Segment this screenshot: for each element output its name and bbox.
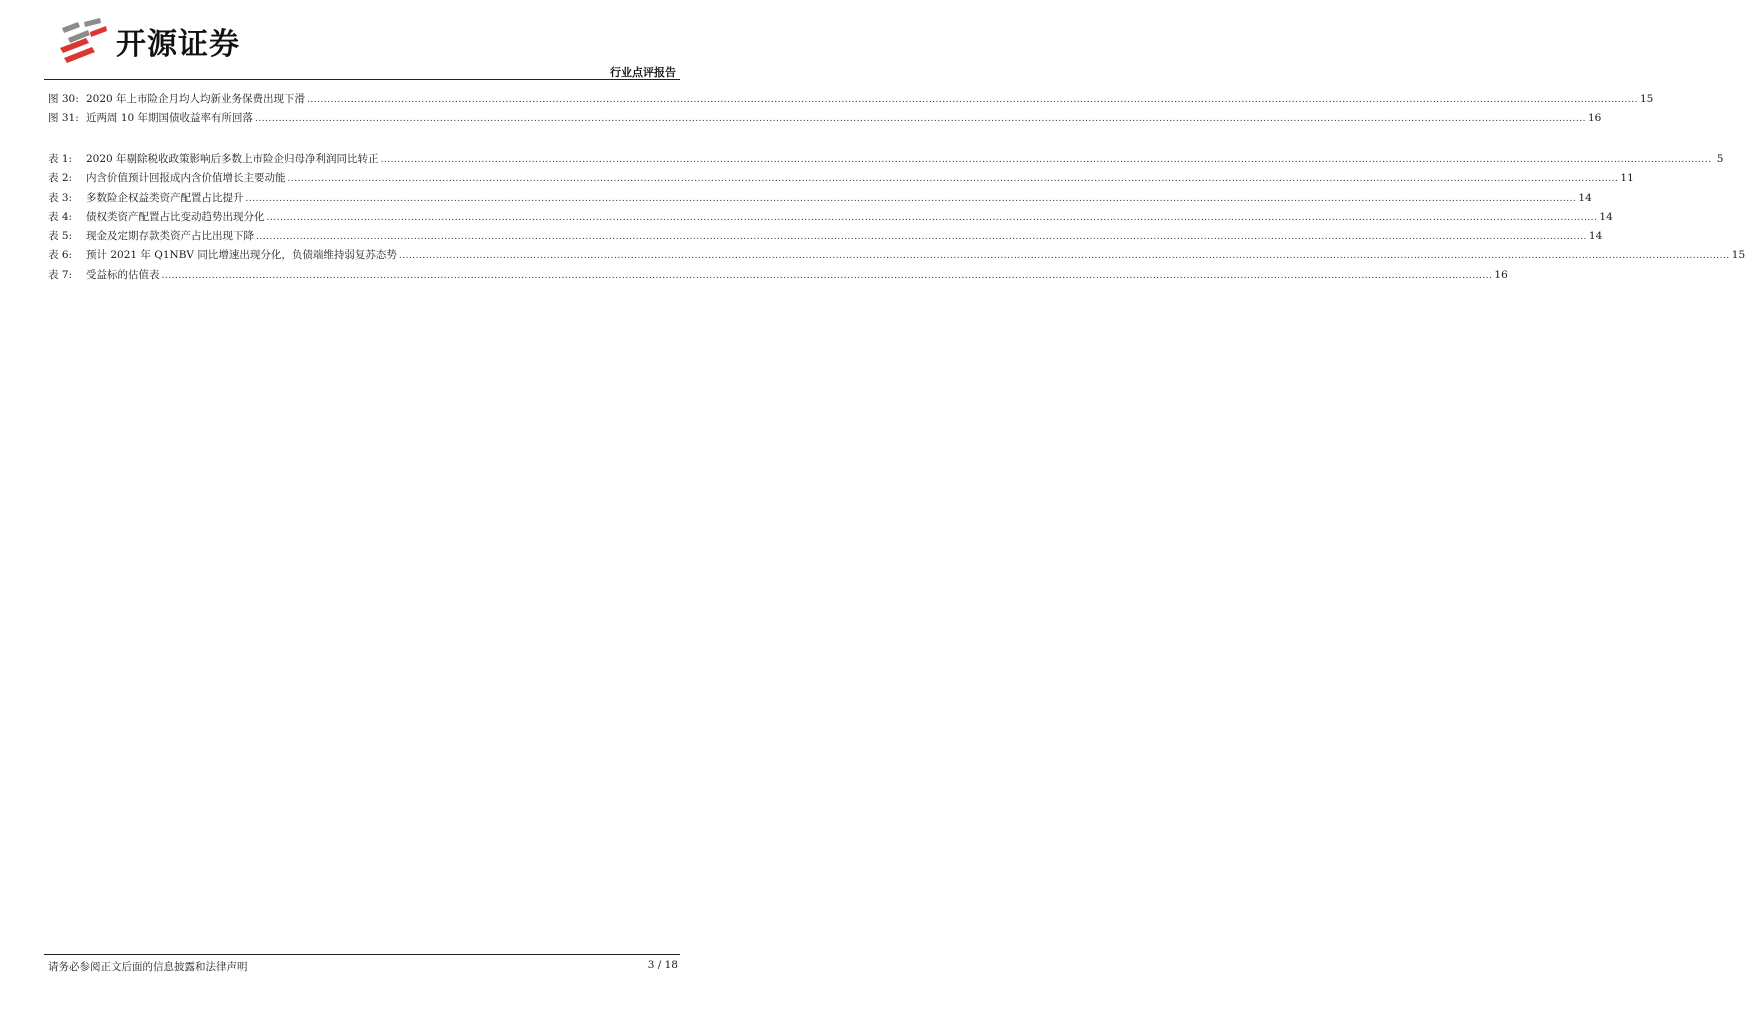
toc-entry-figure-30[interactable] (48, 90, 1654, 109)
toc-entry-label: 表 4: (48, 210, 73, 223)
header-divider (44, 79, 680, 80)
toc-entry-title: 2020 年剔除税收政策影响后多数上市险企归母净利润同比转正 (86, 153, 379, 165)
toc-entry-label: 表 6: (48, 249, 73, 262)
company-logo (58, 18, 240, 64)
page-header (0, 0, 724, 84)
toc-entry-title: 内含价值预计回报成内含价值增长主要动能 (86, 172, 286, 185)
toc-entry-title: 现金及定期存款类资产占比出现下降 (86, 230, 254, 243)
page-number: 3 / 18 (647, 959, 678, 971)
toc-entry-page: 15 (1731, 249, 1745, 262)
toc-entry-page: 5 (1716, 153, 1724, 165)
toc-entry-label: 表 3: (48, 191, 73, 204)
toc-entry-label: 表 2: (48, 172, 73, 185)
toc-dot-leader (307, 90, 1638, 110)
toc-dot-leader (246, 189, 1577, 209)
toc-dot-leader (267, 208, 1598, 228)
toc-dot-leader (255, 109, 1586, 129)
toc-entry-table-1[interactable] (48, 150, 1724, 169)
toc-entry-label: 表 7: (48, 268, 73, 281)
toc-dot-leader (288, 169, 1619, 189)
toc-entry-page: 16 (1494, 268, 1508, 281)
toc-entry-label: 表 1: (48, 153, 73, 165)
toc-entry-page: 15 (1639, 93, 1654, 105)
toc-entry-table-3[interactable] (48, 189, 1592, 208)
toc-entry-table-4[interactable] (48, 208, 1613, 227)
toc-entry-page: 14 (1578, 191, 1592, 204)
toc-entry-table-6[interactable] (48, 246, 1745, 265)
toc-entry-label: 图 30: (48, 93, 79, 105)
toc-entry-title: 近两周 10 年期国债收益率有所回落 (86, 112, 254, 125)
report-type-label: 行业点评报告 (610, 66, 676, 79)
toc-entry-title: 2020 年上市险企月均人均新业务保费出现下滑 (86, 93, 306, 105)
kaiyuan-securities-logo-icon (58, 18, 108, 64)
footer-disclaimer: 请务必参阅正文后面的信息披露和法律声明 (48, 961, 248, 973)
toc-entry-page: 14 (1599, 210, 1613, 223)
toc-entry-page: 16 (1587, 112, 1602, 125)
toc-entry-figure-31[interactable] (48, 109, 1602, 128)
toc-entry-table-2[interactable] (48, 169, 1634, 188)
toc-entry-page: 11 (1620, 172, 1634, 185)
toc-entry-label: 图 31: (48, 112, 79, 125)
toc-entry-title: 预计 2021 年 Q1NBV 同比增速出现分化，负债端维持弱复苏态势 (86, 249, 397, 262)
toc-dot-leader (256, 227, 1587, 247)
toc-entry-title: 多数险企权益类资产配置占比提升 (86, 191, 244, 204)
toc-entry-table-7[interactable] (48, 266, 1508, 285)
figure-list (48, 90, 1654, 129)
toc-entry-table-5[interactable] (48, 227, 1603, 246)
toc-dot-leader (381, 150, 1712, 170)
footer-divider (44, 954, 680, 955)
toc-dot-leader (399, 246, 1730, 266)
toc-entry-title: 受益标的估值表 (86, 268, 160, 281)
company-name: 开源证券 (116, 27, 240, 62)
table-list (48, 150, 1745, 285)
toc-dot-leader (162, 266, 1493, 286)
toc-entry-title: 债权类资产配置占比变动趋势出现分化 (86, 210, 265, 223)
toc-entry-label: 表 5: (48, 230, 73, 243)
toc-entry-page: 14 (1588, 230, 1603, 243)
